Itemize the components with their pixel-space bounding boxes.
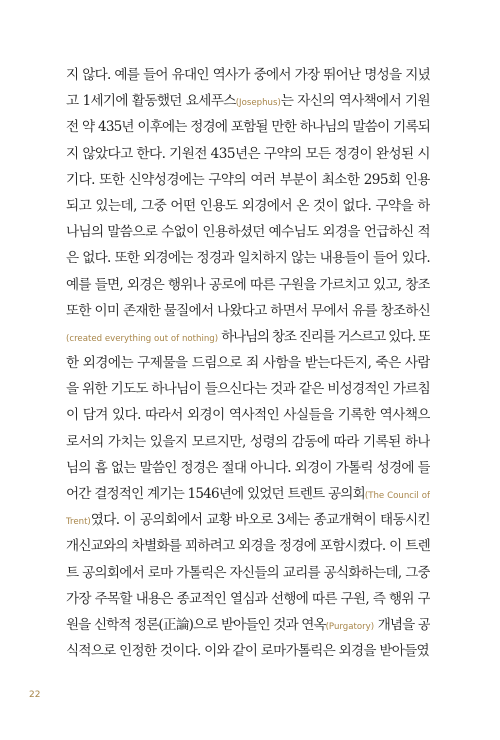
text-line: [66, 62, 430, 88]
text-run: 지 않다. 예를 들어 유대인 역사가 중에서 가장 뛰어난 명성을 지녔: [66, 67, 430, 83]
text-line: [66, 350, 430, 376]
text-line: [66, 638, 430, 664]
text-line: [66, 429, 430, 455]
text-run: 로서의 가치는 있을지 모르지만, 성령의 감동에 따라 기록된 하나: [66, 433, 430, 450]
text-line: [66, 612, 430, 638]
text-line: [66, 507, 430, 533]
text-line: [66, 481, 430, 507]
text-run: 가장 주목할 내용은 종교적인 열심과 선행에 따른 구원, 즉 행위 구: [66, 590, 430, 607]
text-line: [66, 376, 430, 402]
text-run: 예를 들면, 외경은 행위나 공로에 따른 구원을 가르치고 있고, 창조: [66, 276, 430, 293]
gloss-annotation: (Purgatory): [325, 621, 375, 632]
text-run: 전 약 435년 이후에는 정경에 포함될 만한 하나님의 말씀이 기록되: [66, 119, 430, 136]
text-run: 은 없다. 또한 외경에는 정경과 일치하지 않는 내용들이 들어 있다.: [66, 250, 430, 267]
gloss-annotation: (The Council of: [364, 491, 430, 501]
text-run: 트 공의회에서 로마 가톨릭은 자신들의 교리를 공식화하는데, 그중: [66, 564, 430, 581]
text-run: 였다. 이 공의회에서 교황 바오로 3세는 종교개혁이 태동시킨: [90, 512, 430, 529]
text-run: 하나님의 창조 진리를 거스르고 있다. 또: [218, 328, 430, 345]
text-line: [66, 402, 430, 428]
text-line: [66, 324, 430, 350]
text-line: [66, 219, 430, 245]
text-line: [66, 193, 430, 219]
text-line: [66, 533, 430, 559]
gloss-annotation: (Josephus): [235, 98, 281, 109]
text-run: 지 않았다고 한다. 기원전 435년은 구약의 모든 정경이 완성된 시: [66, 145, 430, 162]
text-run: 개념을 공: [374, 616, 430, 633]
text-run: 이 담겨 있다. 따라서 외경이 역사적인 사실들을 기록한 역사책으: [66, 407, 430, 424]
text-run: 되고 있는데, 그중 어떤 인용도 외경에서 온 것이 없다. 구약을 하: [66, 197, 430, 214]
gloss-annotation: Trent): [66, 517, 91, 528]
text-line: [66, 560, 430, 586]
text-run: 기다. 또한 신약성경에는 구약의 여러 부분이 최소한 295회 인용: [66, 171, 430, 188]
text-line: [66, 114, 430, 140]
text-run: 는 자신의 역사책에서 기원: [280, 93, 430, 110]
text-line: [66, 167, 430, 193]
text-line: [66, 272, 430, 298]
text-run: 어간 결정적인 계기는 1546년에 있었던 트렌트 공의회: [66, 486, 365, 502]
text-run: 나님의 말씀으로 수없이 인용하셨던 예수님도 외경을 언급하신 적: [66, 224, 430, 241]
text-line: [66, 298, 430, 324]
gloss-annotation: (created everything out of nothing): [66, 333, 219, 344]
text-run: 식적으로 인정한 것이다. 이와 같이 로마가톨릭은 외경을 받아들였: [66, 643, 429, 660]
text-run: 한 외경에는 구제물을 드림으로 죄 사함을 받는다든지, 죽은 사람: [66, 355, 430, 372]
text-run: 고 1세기에 활동했던 요세푸스: [66, 93, 236, 110]
body-text: [66, 62, 430, 664]
text-run: 개신교와의 차별화를 꾀하려고 외경을 정경에 포함시켰다. 이 트렌: [66, 538, 430, 555]
page-number: 22: [29, 690, 41, 700]
text-run: 원을 신학적 정론(正論)으로 받아들인 것과 연옥: [66, 616, 326, 633]
text-run: 님의 흠 없는 말씀인 정경은 절대 아니다. 외경이 가톨릭 성경에 들: [66, 459, 430, 476]
text-run: 을 위한 기도도 하나님이 들으신다는 것과 같은 비성경적인 가르침: [66, 381, 430, 398]
text-line: [66, 245, 430, 271]
text-line: [66, 88, 430, 114]
text-line: [66, 586, 430, 612]
text-line: [66, 455, 430, 481]
text-run: 또한 이미 존재한 물질에서 나왔다고 하면서 무에서 유를 창조하신: [66, 302, 430, 319]
text-line: [66, 141, 430, 167]
